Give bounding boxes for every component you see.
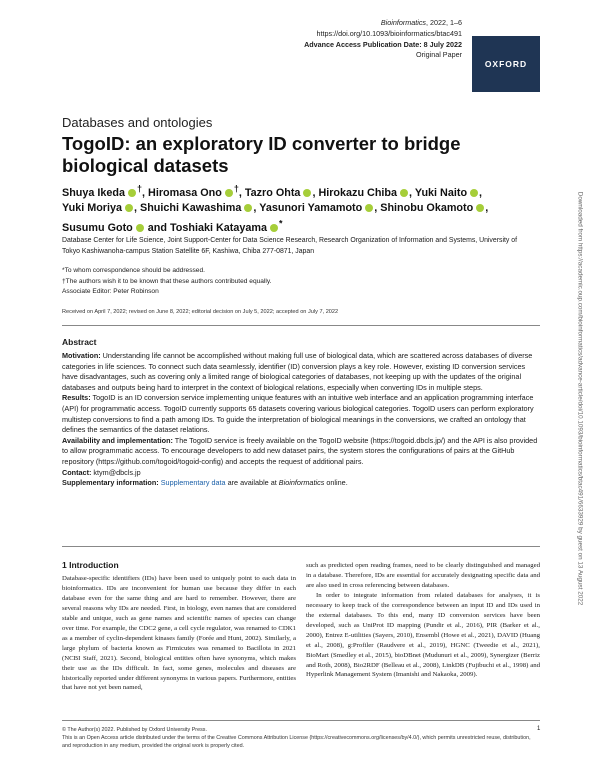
contact-email[interactable]: ktym@dbcls.jp — [91, 467, 141, 477]
author[interactable]: Shuichi Kawashima , — [140, 202, 257, 215]
intro-paragraph: Database-specific identifiers (IDs) have been used to uniquely point to each data in bioinformatics. IDs are inconvenient for human use because they differ in each database even for the same thing and are hard to remember. However, there are several reasons why IDs are needed. First, in biology, even names that are considered stable and unique, such as gene names and scientific names of species can change over time. For example, the CDC2 gene, a cell cycle regulator, was renamed to CDK1 as a member of cyclin-dependent kinases family (Forée and Hunt, 2002). Similarly, a large phylum of bacteria known as Firmicutes was renamed to Bacillota in 2021 (NCBI Staff, 2021). Second, biological entities often have synonyms, which makes their use as the IDs difficult. In fact, some genes, molecules and diseases are historically reported under different synonyms in various papers. Furthermore, entities that have not yet been named, — [62, 575, 296, 692]
author[interactable]: Susumu Goto and — [62, 222, 167, 235]
download-watermark: Downloaded from https://academic.oup.com/bioinformatics/advance-article/doi/10.1093/bioinformatics/btac491/6633929 by guest on 13 August 2022 — [576, 191, 584, 606]
abstract-body — [62, 351, 538, 489]
abstract-supplementary: Supplementary information: Supplementary data are available at Bioinformatics online. — [62, 478, 348, 488]
abstract-contact: Contact: ktym@dbcls.jp — [62, 467, 141, 477]
orcid-icon[interactable] — [476, 204, 484, 212]
divider — [62, 720, 540, 721]
affiliation: Database Center for Life Science, Joint Support-Center for Data Science Research, Research Organization of Information and Systems, University of Tokyo Kashiwanoha-campus Station Satellite 6F, Kashiwa, Chiba 277-0871, Japan — [62, 237, 518, 255]
received-dates: Received on April 7, 2022; revised on June 8, 2022; editorial decision on July 5, 2022; accepted on July 7, 2022 — [62, 309, 339, 315]
license-text: This is an Open Access article distributed under the terms of the Creative Commons Attribution License (https://creativecommons.org/licenses/by/4.0/), which permits unrestricted reuse, distribution, and reproduction in any medium, provided the original work is properly cited. — [62, 735, 531, 749]
author[interactable]: Hirokazu Chiba , — [318, 186, 413, 199]
orcid-icon[interactable] — [270, 224, 278, 232]
right-column — [306, 561, 540, 680]
left-column — [62, 574, 296, 693]
intro-paragraph: In order to integrate information from related databases for analyses, it is necessary to keep track of the correspondence between an input ID and IDs used in the external databases. To this end, many ID conversion services have been developed, such as UniProt ID mapping (Pundir et al., 2016), PIR (Barker et al., 2000), Entrez E-utilities (Sayers, 2010), Ensembl (Howe et al., 2021), DAVID (Huang et al., 2008), g:Profiler (Raudvere et al., 2019), HGNC (Tweedie et al., 2021), BioMart (Smedley et al., 2015), bioDBnet (Mudunuri et al., 2009), Synergizer (Berriz and Roth, 2008), Bio2RDF (Belleau et al., 2008), LinkDB (Fujibuchi et al., 1998) and Hyperlink Management System (Imanishi and Nakaoka, 2009). — [306, 591, 540, 679]
doi-link[interactable]: https://doi.org/10.1093/bioinformatics/btac491 — [316, 28, 462, 38]
orcid-icon[interactable] — [244, 204, 252, 212]
supplementary-data-link[interactable]: Supplementary data — [160, 478, 226, 488]
copyright: © The Author(s) 2022. Published by Oxford University Press. — [62, 727, 207, 733]
divider — [62, 546, 540, 547]
intro-paragraph: such as predicted open reading frames, need to be clearly distinguished and managed in a database. Therefore, IDs are essential for accurately designating specific data and are also used in cross referencing between databases. — [306, 562, 540, 589]
intro-heading: 1 Introduction — [62, 560, 119, 570]
page-number: 1 — [537, 726, 541, 732]
oxford-logo: OXFORD — [472, 36, 540, 92]
author[interactable]: Yuki Naito , — [414, 186, 483, 199]
author-list — [62, 181, 532, 237]
author[interactable]: Shinobu Okamoto , — [380, 202, 489, 215]
author[interactable]: Yuki Moriya , — [62, 202, 138, 215]
article-title: TogoID: an exploratory ID converter to bridge biological datasets — [62, 133, 461, 176]
abstract-results: Results: TogoID is an ID conversion service implementing unique features with an intuitive web interface and an application programming interface (API) for programmatic access. TogoID currently supports 65 datasets covering various biological categories. TogoID users can perform exploratory multistep conversions to find a path among IDs. To guide the interpretation of biological meanings in the conversions, we crafted an ontology that defines the semantics of the dataset relations. — [62, 393, 534, 435]
orcid-icon[interactable] — [470, 189, 478, 197]
divider — [62, 325, 540, 326]
article-header-meta — [304, 18, 462, 61]
author[interactable]: Hiromasa Ono †, — [148, 183, 242, 199]
author-notes — [62, 266, 532, 298]
correspondence-note: *To whom correspondence should be addressed. — [62, 267, 205, 274]
author[interactable]: Yasunori Yamamoto , — [259, 202, 378, 215]
journal-volume: , 2022, 1–6 — [426, 18, 462, 27]
orcid-icon[interactable] — [128, 189, 136, 197]
author[interactable]: Shuya Ikeda †, — [62, 183, 146, 199]
orcid-icon[interactable] — [225, 189, 233, 197]
journal-name: Bioinformatics — [380, 18, 427, 27]
abstract-motivation: Motivation: Understanding life cannot be accomplished without making full use of biological data, which are scattered across databases of diverse categories in life sciences. To connect such data seamlessly, identifier (ID) conversion plays a key role. However, existing ID conversion services have disadvantages, such as covering only a limited range of biological categories of databases, not keeping up with the updates of the original databases and outputs being hard to interpret in the context of biological relations, especially when converting IDs in multiple steps. — [62, 351, 533, 392]
author[interactable]: Toshiaki Katayama * — [169, 218, 283, 235]
footer — [62, 726, 540, 750]
orcid-icon[interactable] — [400, 189, 408, 197]
abstract-availability: Availability and implementation: The TogoID service is freely available on the TogoID website (https://togoid.dbcls.jp/) and the API is also provided to allow programmatic access. To encourage developers to add new dataset pairs, the system stores the configurations of pairs at the GitHub repository (https://github.com/togoid/togoid-config) and accepts the request of additional pairs. — [62, 435, 538, 466]
orcid-icon[interactable] — [136, 224, 144, 232]
abstract-heading: Abstract — [62, 337, 97, 347]
orcid-icon[interactable] — [303, 189, 311, 197]
section-label: Databases and ontologies — [62, 115, 213, 130]
advance-access-date: Advance Access Publication Date: 8 July 2022 — [304, 39, 462, 49]
author[interactable]: Tazro Ohta , — [244, 186, 316, 199]
orcid-icon[interactable] — [365, 204, 373, 212]
equal-contribution-note: †The authors wish it to be known that these authors contributed equally. — [62, 277, 272, 285]
article-type: Original Paper — [416, 50, 462, 60]
associate-editor: Associate Editor: Peter Robinson — [62, 288, 159, 295]
orcid-icon[interactable] — [125, 204, 133, 212]
